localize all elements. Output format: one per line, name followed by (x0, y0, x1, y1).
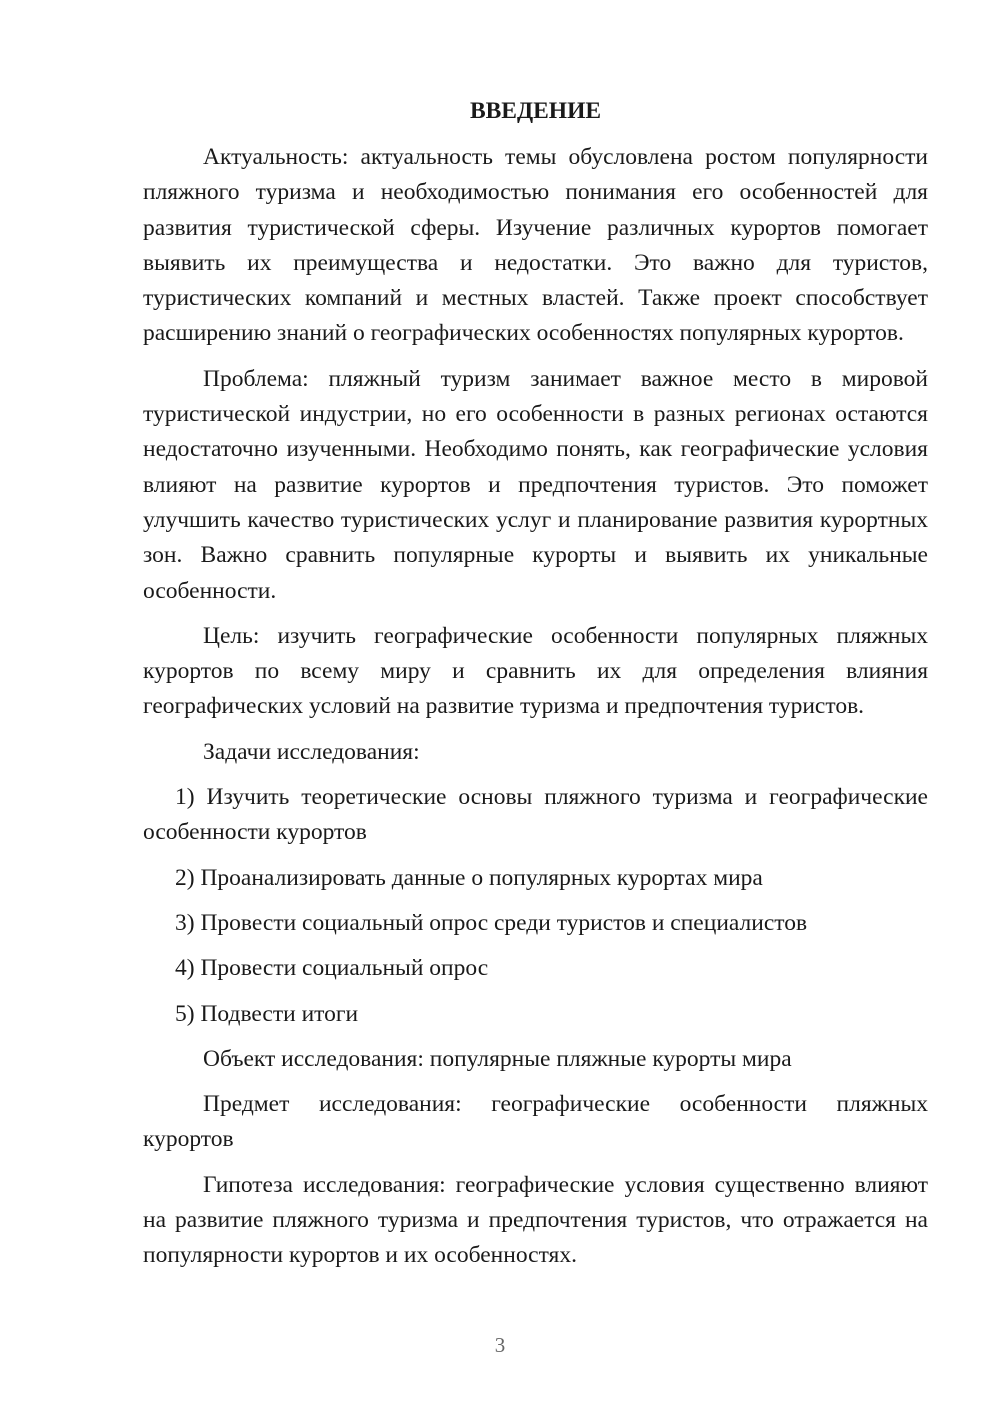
tasks-list (143, 780, 928, 1032)
task-item: 5) Подвести итоги (175, 1000, 359, 1027)
object-paragraph: Объект исследования: популярные пляжные курорты мира (203, 1045, 792, 1072)
page-body (143, 96, 928, 1284)
task-item: 1) Изучить теоретические основы пляжного туризма и географические особенности курортов (143, 784, 928, 846)
task-item: 3) Провести социальный опрос среди туристов и специалистов (175, 909, 808, 936)
hypothesis-paragraph: Гипотеза исследования: географические условия существенно влияют на развитие пляжного туризма и предпочтения туристов, что отражается на популярности курортов и их особенностях. (143, 1171, 928, 1269)
tasks-heading: Задачи исследования: (203, 738, 420, 765)
task-item: 2) Проанализировать данные о популярных курортах мира (175, 864, 763, 891)
relevance-paragraph: Актуальность: актуальность темы обусловлена ростом популярности пляжного туризма и необходимостью понимания его особенностей для развития туристической сферы. Изучение различных курортов помогает выявить их преимущества и недостатки. Это важно для туристов, туристических компаний и местных властей. Также проект способствует расширению знаний о географических особенностях популярных курортов. (143, 144, 928, 347)
subject-paragraph: Предмет исследования: географические особенности пляжных курортов (143, 1091, 928, 1153)
task-item: 4) Провести социальный опрос (175, 955, 489, 982)
page-number: 3 (494, 1333, 506, 1357)
goal-paragraph: Цель: изучить географические особенности популярных пляжных курортов по всему миру и сравнить их для определения влияния географических условий на развитие туризма и предпочтения туристов. (143, 622, 928, 720)
problem-paragraph: Проблема: пляжный туризм занимает важное место в мировой туристической индустрии, но его особенности в разных регионах остаются недостаточно изученными. Необходимо понять, как географические условия влияют на развитие курортов и предпочтения туристов. Это поможет улучшить качество туристических услуг и планирование развития курортных зон. Важно сравнить популярные курорты и выявить их уникальные особенности. (143, 365, 928, 604)
page-title: ВВЕДЕНИЕ (469, 98, 602, 124)
